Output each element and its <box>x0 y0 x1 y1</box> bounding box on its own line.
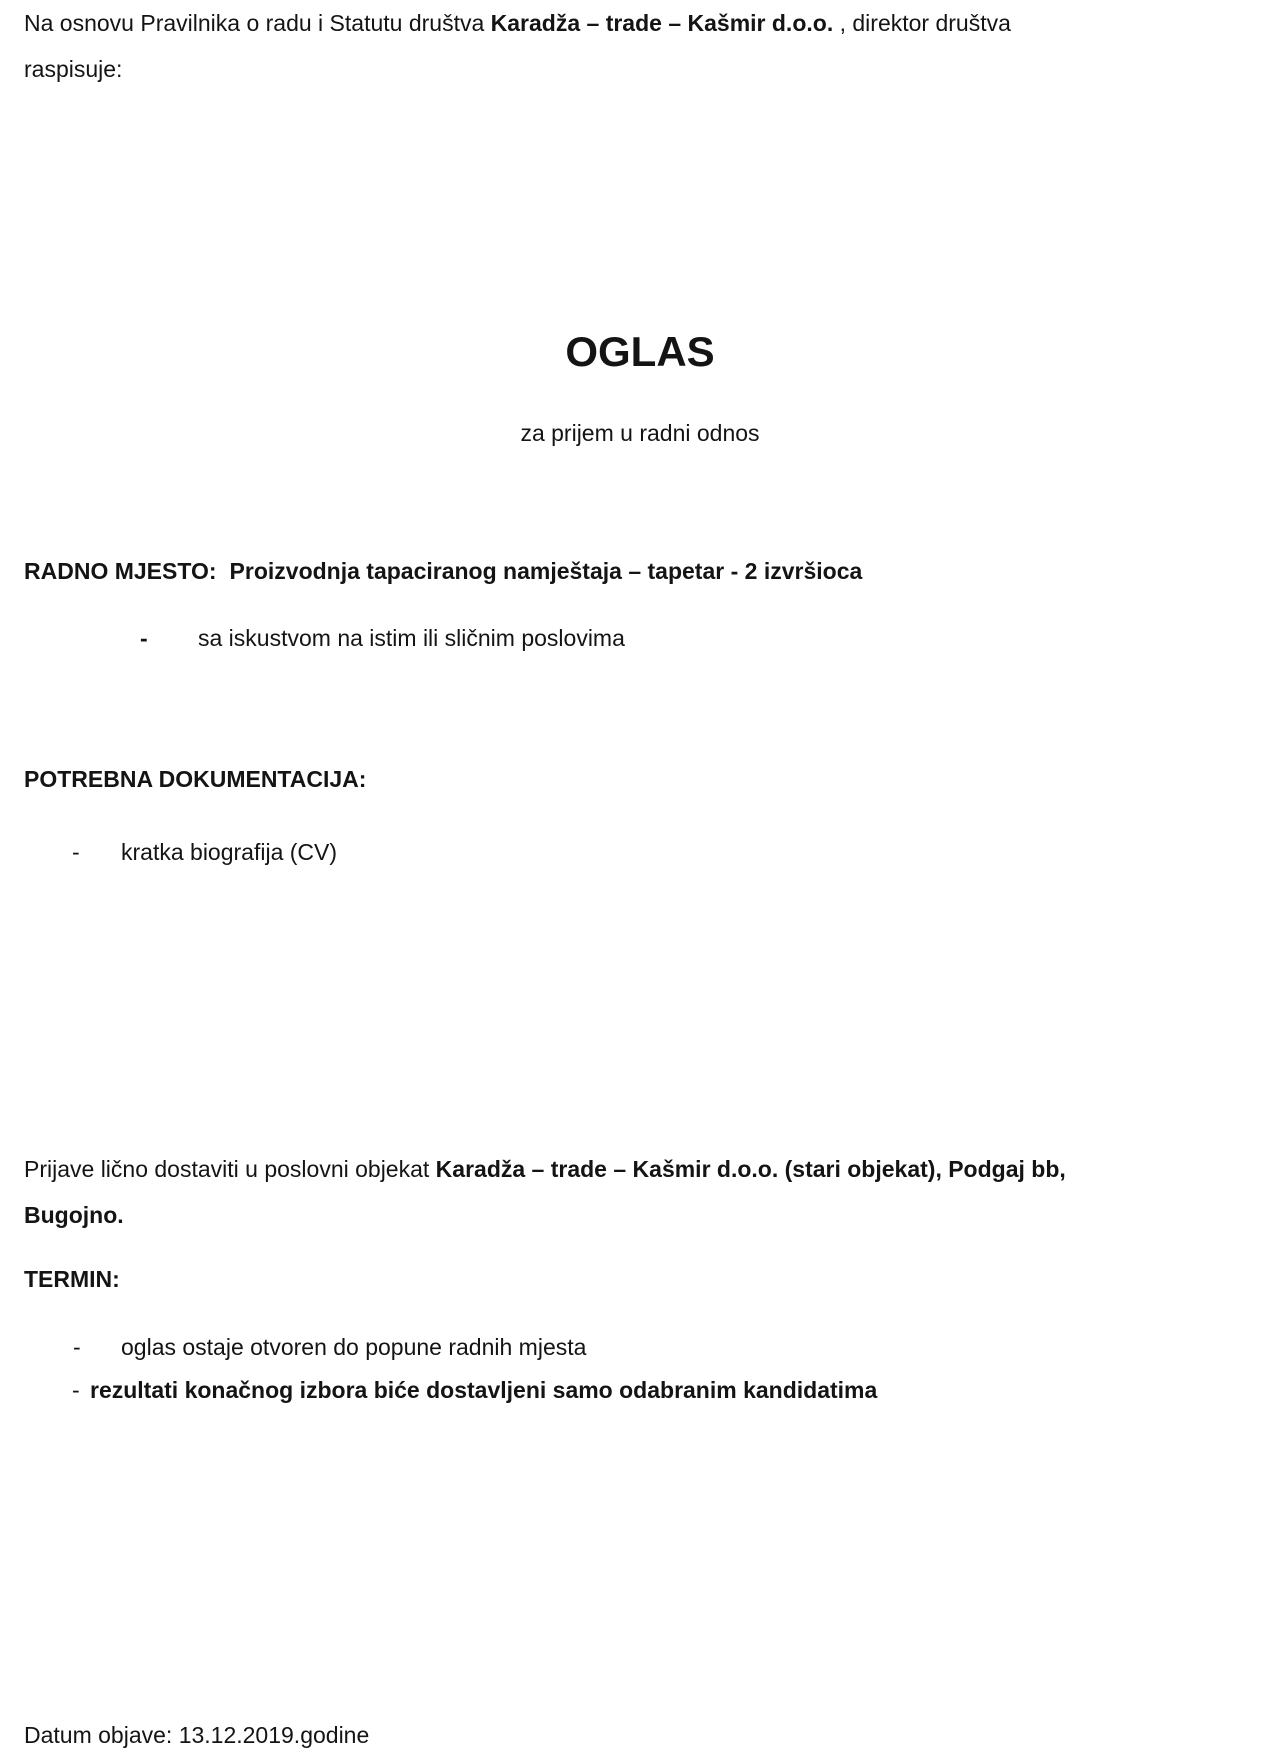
position-bullet <box>140 615 625 661</box>
position-bullet-text: sa iskustvom na istim ili sličnim poslovima <box>198 625 625 651</box>
bullet-dash: - <box>140 625 148 651</box>
position-heading <box>24 548 1256 594</box>
term-bullet-1-text: oglas ostaje otvoren do popune radnih mjesta <box>121 1334 587 1360</box>
intro-text-start: Na osnovu Pravilnika o radu i Statutu društva <box>24 10 491 36</box>
documentation-heading: POTREBNA DOKUMENTACIJA: <box>24 766 367 792</box>
intro-paragraph <box>24 0 1256 92</box>
document-subtitle: za prijem u radni odnos <box>520 420 760 446</box>
term-bullet-2 <box>72 1367 877 1413</box>
position-value: Proizvodnja tapaciranog namještaja – tapetar - 2 izvršioca <box>229 558 863 584</box>
delivery-text-start: Prijave lično dostaviti u poslovni objekat <box>24 1156 436 1182</box>
intro-line-2: raspisuje: <box>24 56 123 82</box>
document-title: OGLAS <box>565 328 715 375</box>
publish-date: Datum objave: 13.12.2019.godine <box>24 1722 370 1748</box>
bullet-dash: - <box>72 839 80 865</box>
documentation-bullet <box>72 829 337 875</box>
documentation-bullet-text: kratka biografija (CV) <box>121 839 338 865</box>
delivery-city-bold: Bugojno. <box>24 1202 124 1228</box>
company-name: Karadža – trade – Kašmir d.o.o. <box>490 10 834 36</box>
delivery-address-bold: Karadža – trade – Kašmir d.o.o. (stari objekat), Podgaj bb, <box>435 1156 1066 1182</box>
term-bullet-2-text: rezultati konačnog izbora biće dostavljeni samo odabranim kandidatima <box>90 1377 878 1403</box>
intro-text-end: , direktor društva <box>833 10 1011 36</box>
delivery-paragraph <box>24 1146 1256 1238</box>
bullet-dash: - <box>72 1377 80 1403</box>
intro-line-1 <box>24 10 1011 36</box>
position-label: RADNO MJESTO: <box>24 558 217 584</box>
term-bullet-1 <box>73 1324 586 1370</box>
delivery-line-2 <box>24 1202 124 1228</box>
term-heading: TERMIN: <box>24 1266 120 1292</box>
delivery-line-1 <box>24 1156 1066 1182</box>
bullet-dash: - <box>73 1334 81 1360</box>
